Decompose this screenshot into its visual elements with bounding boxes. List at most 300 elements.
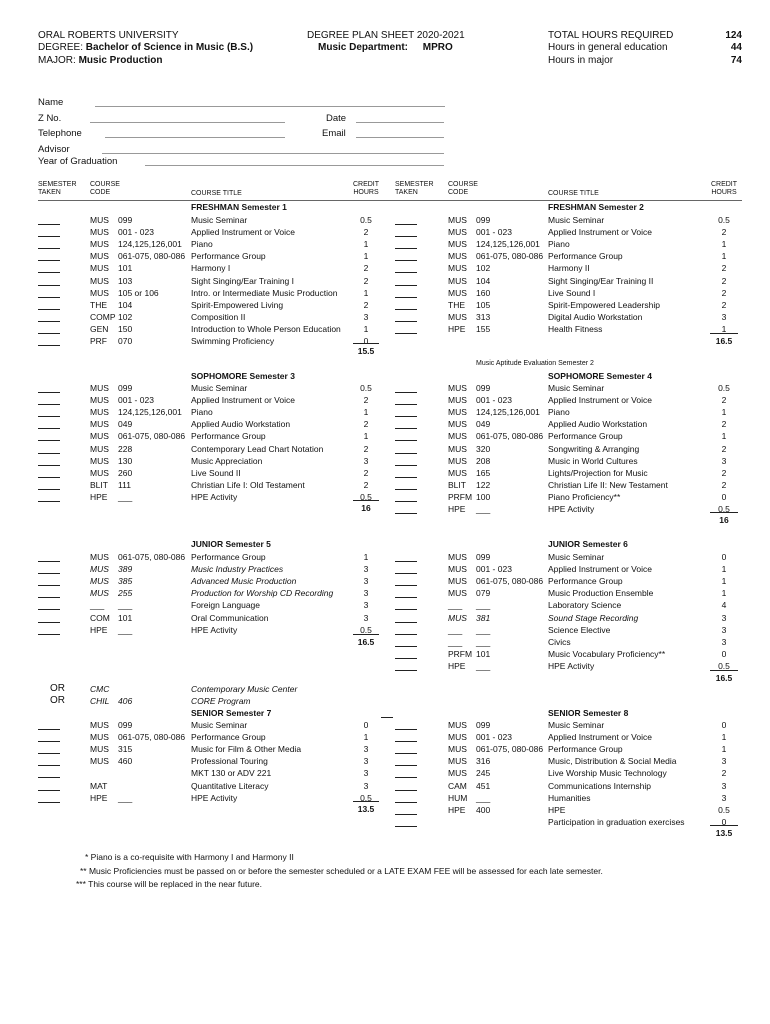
- s1-course-title: Composition II: [191, 311, 246, 322]
- s3-course-number: 228: [118, 443, 133, 454]
- s6-course-prefix: ___: [448, 624, 463, 635]
- s2-semester-taken-field[interactable]: [395, 321, 417, 322]
- s8-credit-hours: 0: [721, 720, 727, 730]
- s2-semester-taken-field[interactable]: [395, 248, 417, 249]
- s6-title: JUNIOR Semester 6: [548, 539, 628, 549]
- s6-course-number: 099: [476, 552, 491, 562]
- s8-course-prefix: CAM: [448, 780, 467, 791]
- s7-semester-taken-field[interactable]: [38, 802, 60, 803]
- s4-semester-taken-field[interactable]: [395, 501, 417, 502]
- s6-semester-taken-field[interactable]: [395, 670, 417, 671]
- s8-credit-hours: 3: [721, 756, 727, 767]
- s3-semester-taken-field[interactable]: [38, 501, 60, 502]
- s4-course-prefix: MUS: [448, 383, 467, 393]
- s5-credit-hours: 3: [363, 576, 369, 587]
- s5-course-number: 255: [118, 588, 133, 599]
- s7-credit-hours: 3: [363, 780, 369, 791]
- s8-course-number: 001 - 023: [476, 732, 512, 743]
- s6-course-number: ___: [476, 624, 491, 635]
- s2-course-title: Spirit-Empowered Leadership: [548, 299, 660, 310]
- footnote-2: ** Music Proficiencies must be passed on or before the semester scheduled or a LATE EXAM FEE will be assessed for each late semester.: [80, 866, 603, 876]
- s6-course-prefix: MUS: [448, 576, 467, 587]
- s4-course-number: 124,125,126,001: [476, 407, 540, 418]
- s8-semester-taken-field[interactable]: [395, 802, 417, 803]
- s8-total-hours: 13.5: [715, 828, 733, 838]
- s1-course-number: 150: [118, 323, 133, 334]
- s6-course-number: 101: [476, 648, 491, 659]
- s1-semester-taken-field[interactable]: [38, 236, 60, 237]
- s8-credit-hours: 1: [721, 732, 727, 743]
- s2-semester-taken-field[interactable]: [395, 297, 417, 298]
- s4-course-number: 165: [476, 467, 491, 478]
- s4-credit-hours: 0.5: [718, 383, 730, 393]
- s7-course-title: Performance Group: [191, 732, 266, 743]
- s2-course-title: Piano: [548, 239, 570, 250]
- s7-course-prefix: MAT: [90, 780, 108, 791]
- s6-semester-taken-field[interactable]: [395, 658, 417, 659]
- s1-semester-taken-field[interactable]: [38, 345, 60, 346]
- s3-credit-hours: 2: [363, 395, 369, 406]
- s5-semester-taken-field[interactable]: [38, 597, 60, 598]
- s2-course-title: Sight Singing/Ear Training II: [548, 275, 654, 286]
- s1-course-number: 104: [118, 299, 133, 310]
- s1-course-prefix: MUS: [90, 227, 109, 238]
- s5-course-prefix: ___: [90, 600, 105, 611]
- s7-credit-hours: 3: [363, 744, 369, 755]
- s1-semester-taken-field[interactable]: [38, 260, 60, 261]
- s7-semester-taken-field[interactable]: [38, 790, 60, 791]
- s3-course-title: Applied Audio Workstation: [191, 419, 291, 430]
- s3-course-number: 260: [118, 467, 133, 478]
- s6-course-title: Laboratory Science: [548, 600, 622, 611]
- s6-total-rule: [710, 670, 738, 671]
- s2-course-number: 313: [476, 311, 491, 322]
- s4-semester-taken-field[interactable]: [395, 392, 417, 393]
- s3-semester-taken-field[interactable]: [38, 428, 60, 429]
- degree-line: [38, 42, 253, 54]
- s5-credit-hours: 3: [363, 588, 369, 599]
- s4-title: SOPHOMORE Semester 4: [548, 371, 652, 381]
- s4-course-title: Music Seminar: [548, 383, 605, 393]
- s4-semester-taken-field[interactable]: [395, 513, 417, 514]
- s7-course-prefix: HPE: [90, 792, 108, 803]
- s6-semester-taken-field[interactable]: [395, 646, 417, 647]
- s4-semester-taken-field[interactable]: [395, 416, 417, 417]
- s2-course-title: Digital Audio Workstation: [548, 311, 643, 322]
- s4-course-title: Applied Audio Workstation: [548, 419, 648, 430]
- s5-semester-taken-field[interactable]: [38, 634, 60, 635]
- s6-credit-hours: 0.5: [718, 660, 730, 671]
- name-field[interactable]: [95, 106, 445, 107]
- s6-course-prefix: ___: [448, 600, 463, 611]
- dept-label: Music Department:: [318, 42, 409, 53]
- s5-course-title: Music Industry Practices: [191, 564, 284, 575]
- s6-course-number: ___: [476, 600, 491, 611]
- s4-semester-taken-field[interactable]: [395, 453, 417, 454]
- or-title-1: Contemporary Music Center: [191, 684, 298, 694]
- s4-semester-taken-field[interactable]: [395, 428, 417, 429]
- col-course-code-right: COURSE CODE: [448, 181, 478, 196]
- s2-course-prefix: THE: [448, 299, 465, 310]
- s1-course-title: Harmony I: [191, 263, 231, 274]
- s2-course-title: Performance Group: [548, 251, 623, 262]
- or-num-2: 406: [118, 696, 133, 706]
- s8-course-prefix: MUS: [448, 744, 467, 755]
- major-value: Music Production: [78, 55, 163, 66]
- s3-title: SOPHOMORE Semester 3: [191, 371, 295, 381]
- s1-course-title: Music Seminar: [191, 215, 248, 225]
- s5-course-number: 101: [118, 612, 133, 623]
- s3-credit-hours: 2: [363, 419, 369, 430]
- s2-course-prefix: MUS: [448, 239, 467, 250]
- s2-semester-taken-field[interactable]: [395, 272, 417, 273]
- s4-semester-taken-field[interactable]: [395, 489, 417, 490]
- s1-course-title: Swimming Proficiency: [191, 336, 275, 346]
- s1-course-number: 124,125,126,001: [118, 239, 182, 250]
- s1-course-title: Applied Instrument or Voice: [191, 227, 295, 238]
- s1-course-title: Piano: [191, 239, 213, 250]
- s7-course-title: HPE Activity: [191, 792, 238, 803]
- s8-semester-taken-field[interactable]: [395, 826, 417, 827]
- s7-credit-hours: 0.5: [360, 792, 372, 803]
- s4-semester-taken-field[interactable]: [395, 404, 417, 405]
- s3-course-title: Live Sound II: [191, 467, 241, 478]
- s1-credit-hours: 2: [363, 299, 369, 310]
- s6-credit-hours: 0: [721, 648, 727, 659]
- s3-semester-taken-field[interactable]: [38, 416, 60, 417]
- s1-course-title: Intro. or Intermediate Music Production: [191, 287, 338, 298]
- s3-course-title: Music Seminar: [191, 383, 248, 393]
- s6-course-number: 079: [476, 588, 491, 599]
- s6-semester-taken-field[interactable]: [395, 573, 417, 574]
- s8-course-title: Applied Instrument or Voice: [548, 732, 652, 743]
- s1-semester-taken-field[interactable]: [38, 309, 60, 310]
- s6-semester-taken-field[interactable]: [395, 634, 417, 635]
- s3-course-prefix: MUS: [90, 443, 109, 454]
- s7-course-prefix: MUS: [90, 720, 109, 730]
- s8-course-title: Live Worship Music Technology: [548, 768, 667, 779]
- s4-course-number: 208: [476, 455, 491, 466]
- s6-semester-taken-field[interactable]: [395, 561, 417, 562]
- s2-course-prefix: MUS: [448, 227, 467, 238]
- s5-semester-taken-field[interactable]: [38, 573, 60, 574]
- s2-credit-hours: 2: [721, 227, 727, 238]
- s4-semester-taken-field[interactable]: [395, 440, 417, 441]
- s1-course-number: 105 or 106: [118, 287, 159, 298]
- s1-semester-taken-field[interactable]: [38, 321, 60, 322]
- s6-semester-taken-field[interactable]: [395, 609, 417, 610]
- name-label: Name: [38, 97, 64, 108]
- s8-semester-taken-field[interactable]: [395, 729, 417, 730]
- s2-semester-taken-field[interactable]: [395, 236, 417, 237]
- s6-course-number: ___: [476, 636, 491, 647]
- s6-course-title: Science Elective: [548, 624, 611, 635]
- s5-course-number: 389: [118, 564, 133, 575]
- s8-semester-taken-field[interactable]: [395, 790, 417, 791]
- s6-credit-hours: 0: [721, 552, 727, 562]
- s2-course-number: 104: [476, 275, 491, 286]
- s3-semester-taken-field[interactable]: [38, 453, 60, 454]
- s3-semester-taken-field[interactable]: [38, 489, 60, 490]
- s5-semester-taken-field[interactable]: [38, 561, 60, 562]
- s6-course-number: 061-075, 080-086: [476, 576, 544, 587]
- s7-total-rule: [353, 801, 379, 802]
- col-credit-hours-right: CREDIT HOURS: [710, 181, 738, 196]
- date-field[interactable]: [356, 122, 444, 123]
- s5-total-hours: 16.5: [357, 637, 375, 647]
- zno-field[interactable]: [90, 122, 285, 123]
- s8-course-number: 245: [476, 768, 491, 779]
- s5-course-prefix: MUS: [90, 588, 109, 599]
- s2-course-prefix: HPE: [448, 323, 466, 334]
- s1-credit-hours: 1: [363, 323, 369, 334]
- s4-course-title: Christian Life II: New Testament: [548, 479, 668, 490]
- s1-credit-hours: 2: [363, 275, 369, 286]
- s7-course-number: 315: [118, 744, 133, 755]
- telephone-field[interactable]: [105, 137, 285, 138]
- s8-course-number: 316: [476, 756, 491, 767]
- s1-semester-taken-field[interactable]: [38, 272, 60, 273]
- s2-course-number: 099: [476, 215, 491, 225]
- s4-credit-hours: 2: [721, 395, 727, 406]
- s5-course-title: HPE Activity: [191, 624, 238, 635]
- s1-semester-taken-field[interactable]: [38, 224, 60, 225]
- s4-credit-hours: 1: [721, 407, 727, 418]
- s6-course-title: HPE Activity: [548, 660, 595, 671]
- s6-course-title: Music Production Ensemble: [548, 588, 654, 599]
- s1-total-rule: [353, 343, 379, 344]
- s3-credit-hours: 2: [363, 467, 369, 478]
- s6-course-prefix: MUS: [448, 564, 467, 575]
- s1-course-prefix: COMP: [90, 311, 116, 322]
- s8-semester-taken-field[interactable]: [395, 765, 417, 766]
- s1-course-number: 101: [118, 263, 133, 274]
- s2-course-prefix: MUS: [448, 275, 467, 286]
- s1-course-title: Performance Group: [191, 251, 266, 262]
- s2-semester-taken-field[interactable]: [395, 224, 417, 225]
- major-label: MAJOR:: [38, 55, 76, 66]
- s5-credit-hours: 3: [363, 600, 369, 611]
- s4-course-prefix: HPE: [448, 504, 466, 514]
- s3-course-number: 061-075, 080-086: [118, 431, 186, 442]
- s2-semester-taken-field[interactable]: [395, 309, 417, 310]
- s4-credit-hours: 3: [721, 455, 727, 466]
- s6-course-title: Sound Stage Recording: [548, 612, 639, 623]
- s3-course-number: 111: [118, 479, 131, 490]
- s4-credit-hours: 2: [721, 479, 727, 490]
- s4-course-number: 061-075, 080-086: [476, 431, 544, 442]
- s6-course-prefix: MUS: [448, 612, 467, 623]
- col-course-title-right: COURSE TITLE: [548, 190, 599, 197]
- s5-course-prefix: MUS: [90, 552, 109, 562]
- s1-credit-hours: 1: [363, 239, 369, 250]
- col-credit-hours-left: CREDIT HOURS: [352, 181, 380, 196]
- s8-course-title: Music, Distribution & Social Media: [548, 756, 677, 767]
- total-hours-label: TOTAL HOURS REQUIRED: [548, 30, 674, 41]
- s4-semester-taken-field[interactable]: [395, 465, 417, 466]
- s7-course-number: ___: [118, 792, 133, 803]
- s3-course-title: Piano: [191, 407, 213, 418]
- s1-total-hours: 15.5: [357, 346, 375, 356]
- s4-semester-taken-field[interactable]: [395, 477, 417, 478]
- s3-course-prefix: MUS: [90, 383, 109, 393]
- s4-course-title: Lights/Projection for Music: [548, 467, 648, 478]
- s1-semester-taken-field[interactable]: [38, 333, 60, 334]
- s3-course-number: 049: [118, 419, 133, 430]
- s1-semester-taken-field[interactable]: [38, 297, 60, 298]
- advisor-field[interactable]: [102, 153, 444, 154]
- s7-course-prefix: MUS: [90, 732, 109, 743]
- s8-total-rule: [710, 825, 738, 826]
- or-code-2: CHIL: [90, 696, 110, 706]
- email-field[interactable]: [356, 137, 444, 138]
- s8-course-title: HPE: [548, 804, 566, 815]
- s2-course-title: Live Sound I: [548, 287, 596, 298]
- aptitude-note: Music Aptitude Evaluation Semester 2: [476, 360, 594, 367]
- s5-semester-taken-field[interactable]: [38, 609, 60, 610]
- s7-credit-hours: 0: [363, 720, 369, 730]
- s2-course-number: 155: [476, 323, 491, 334]
- s7-semester-taken-field[interactable]: [38, 777, 60, 778]
- s4-total-hours: 16: [719, 515, 729, 525]
- s3-semester-taken-field[interactable]: [38, 404, 60, 405]
- s1-course-prefix: THE: [90, 299, 107, 310]
- degree-label: DEGREE:: [38, 42, 84, 53]
- s2-semester-taken-field[interactable]: [395, 333, 417, 334]
- s7-course-prefix: MUS: [90, 756, 109, 767]
- s3-semester-taken-field[interactable]: [38, 392, 60, 393]
- s2-semester-taken-field[interactable]: [395, 260, 417, 261]
- s4-course-number: 001 - 023: [476, 395, 512, 406]
- s4-total-rule: [710, 512, 738, 513]
- s6-course-number: ___: [476, 660, 491, 671]
- s5-credit-hours: 3: [363, 612, 369, 623]
- s2-course-number: 102: [476, 263, 491, 274]
- s2-course-number: 061-075, 080-086: [476, 251, 544, 262]
- s1-course-number: 061-075, 080-086: [118, 251, 186, 262]
- s4-course-number: 320: [476, 443, 491, 454]
- s5-course-title: Foreign Language: [191, 600, 261, 611]
- s6-course-title: Civics: [548, 636, 571, 647]
- s6-semester-taken-field[interactable]: [395, 622, 417, 623]
- s4-credit-hours: 0.5: [718, 504, 730, 514]
- s3-credit-hours: 1: [363, 407, 369, 418]
- s1-semester-taken-field[interactable]: [38, 285, 60, 286]
- s2-credit-hours: 2: [721, 299, 727, 310]
- s7-credit-hours: 1: [363, 732, 369, 743]
- s4-course-prefix: MUS: [448, 443, 467, 454]
- s4-course-title: Music in World Cultures: [548, 455, 638, 466]
- s3-semester-taken-field[interactable]: [38, 465, 60, 466]
- s6-credit-hours: 4: [721, 600, 727, 611]
- s8-credit-hours: 2: [721, 768, 727, 779]
- year-field[interactable]: [145, 165, 444, 166]
- s1-credit-hours: 0: [363, 336, 369, 346]
- s5-course-number: ___: [118, 624, 133, 635]
- s7-semester-taken-field[interactable]: [38, 729, 60, 730]
- general-hours-value: 44: [730, 42, 742, 53]
- s2-course-title: Harmony II: [548, 263, 590, 274]
- s1-course-prefix: MUS: [90, 251, 109, 262]
- s8-semester-taken-field[interactable]: [395, 741, 417, 742]
- s8-course-number: 099: [476, 720, 491, 730]
- s5-semester-taken-field[interactable]: [38, 622, 60, 623]
- s2-credit-hours: 1: [721, 239, 727, 250]
- s2-semester-taken-field[interactable]: [395, 285, 417, 286]
- s7-semester-taken-field[interactable]: [38, 765, 60, 766]
- s2-course-prefix: MUS: [448, 287, 467, 298]
- s5-total-rule: [353, 634, 379, 635]
- s4-course-title: Piano: [548, 407, 570, 418]
- short-rule: [381, 717, 393, 718]
- s3-semester-taken-field[interactable]: [38, 440, 60, 441]
- year-label: Year of Graduation: [38, 156, 118, 167]
- s2-credit-hours: 1: [721, 251, 727, 262]
- dept-code: MPRO: [422, 42, 453, 53]
- telephone-label: Telephone: [38, 128, 82, 139]
- s5-course-title: Production for Worship CD Recording: [191, 588, 334, 599]
- s1-semester-taken-field[interactable]: [38, 248, 60, 249]
- s7-semester-taken-field[interactable]: [38, 753, 60, 754]
- or-title-2: CORE Program: [191, 696, 251, 706]
- s4-course-prefix: MUS: [448, 455, 467, 466]
- s5-credit-hours: 3: [363, 564, 369, 575]
- s3-semester-taken-field[interactable]: [38, 477, 60, 478]
- s7-semester-taken-field[interactable]: [38, 741, 60, 742]
- s5-course-title: Performance Group: [191, 552, 266, 562]
- sheet-title: DEGREE PLAN SHEET 2020-2021: [307, 30, 465, 41]
- s7-course-title: Professional Touring: [191, 756, 268, 767]
- s6-semester-taken-field[interactable]: [395, 585, 417, 586]
- s2-course-number: 001 - 023: [476, 227, 512, 238]
- s1-course-prefix: PRF: [90, 336, 107, 346]
- s5-credit-hours: 1: [363, 552, 369, 562]
- s4-credit-hours: 2: [721, 467, 727, 478]
- s4-course-prefix: MUS: [448, 407, 467, 418]
- s6-course-prefix: HPE: [448, 660, 466, 671]
- s1-course-number: 070: [118, 336, 133, 346]
- s3-course-prefix: BLIT: [90, 479, 108, 490]
- s1-course-prefix: MUS: [90, 263, 109, 274]
- university-name: ORAL ROBERTS UNIVERSITY: [38, 30, 179, 41]
- s8-semester-taken-field[interactable]: [395, 814, 417, 815]
- s6-total-hours: 16.5: [715, 673, 733, 683]
- s6-credit-hours: 1: [721, 588, 727, 599]
- s7-course-title: Music for Film & Other Media: [191, 744, 302, 755]
- s1-course-title: Spirit-Empowered Living: [191, 299, 284, 310]
- s8-course-prefix: MUS: [448, 768, 467, 779]
- s2-total-rule: [710, 333, 738, 334]
- col-semester-taken-right: SEMESTER TAKEN: [395, 181, 434, 196]
- s8-semester-taken-field[interactable]: [395, 753, 417, 754]
- s4-course-number: 122: [476, 479, 491, 490]
- s6-semester-taken-field[interactable]: [395, 597, 417, 598]
- or-code-1: CMC: [90, 684, 110, 694]
- s3-course-number: 001 - 023: [118, 395, 154, 406]
- s3-course-prefix: MUS: [90, 419, 109, 430]
- s6-credit-hours: 1: [721, 576, 727, 587]
- s3-course-number: 130: [118, 455, 133, 466]
- email-label: Email: [322, 128, 346, 139]
- s3-total-hours: 16: [361, 503, 371, 513]
- zno-label: Z No.: [38, 113, 62, 124]
- s4-course-prefix: MUS: [448, 419, 467, 430]
- s8-semester-taken-field[interactable]: [395, 777, 417, 778]
- s7-credit-hours: 3: [363, 756, 369, 767]
- s5-semester-taken-field[interactable]: [38, 585, 60, 586]
- s5-course-number: 061-075, 080-086: [118, 552, 186, 562]
- s8-credit-hours: 0.5: [718, 804, 730, 815]
